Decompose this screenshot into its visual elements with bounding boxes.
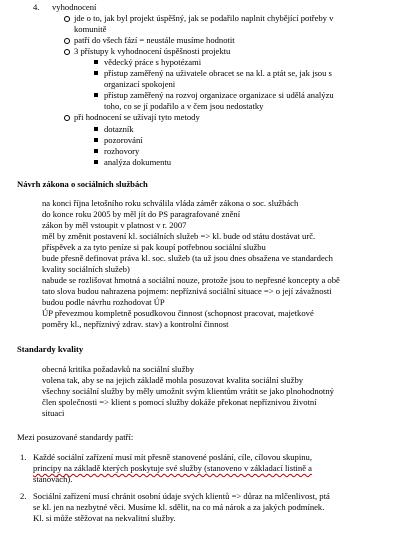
list-item: patří do všech fází = neustále musíme hodnotit (74, 35, 235, 45)
paragraph-line: tato slova budou nahrazena pojmem: nepříznivá sociální situace => o její závažnosti (42, 286, 332, 296)
paragraph-line: kvality sociálních služeb) (42, 264, 130, 274)
list-item: přístup zaměřený na uživatele obracet se na kl. a ptát se, jak jsou s (104, 68, 332, 78)
paragraph-line: do konce roku 2005 by měl jít do PS paragrafované znění (42, 209, 241, 219)
paragraph-line: příspěvek a za tyto peníze si pak koupí potřebnou sociální službu (42, 242, 266, 252)
paragraph-line: člen společnosti => klient s pomocí služby dokáže překonat nepříznivou životní (42, 397, 317, 407)
paragraph-line: situaci (42, 408, 65, 418)
circle-bullet-icon (64, 115, 70, 121)
square-bullet-icon (94, 93, 98, 97)
numbered-item-line: Každé sociální zařízení musí mít přesně stanovené poslání, cíle, cílovou skupinu, (33, 452, 312, 462)
paragraph-line: měl by změnit postavení kl. sociálních služeb => kl. bude od státu dostávat urč. (42, 231, 316, 241)
section-title: vyhodnocení (52, 2, 97, 12)
square-bullet-icon (94, 138, 98, 142)
square-bullet-icon (94, 160, 98, 164)
list-number: 4. (33, 2, 40, 12)
paragraph-line: na konci října letošního roku schválila vláda záměr zákona o soc. službách (42, 198, 299, 208)
section-heading: Návrh zákona o sociálních službách (17, 179, 148, 189)
list-item: při hodnocení se užívají tyto metody (74, 112, 200, 122)
list-item: rozhovory (104, 146, 140, 156)
square-bullet-icon (94, 60, 98, 64)
numbered-item-line: principy na základě kterých poskytuje své služby (stanoveno v základací listině a (33, 463, 312, 473)
list-item: přístup zaměřený na rozvoj organizace organizace si udělá analýzu (104, 90, 334, 100)
numbered-item-line: stanovách). (33, 474, 73, 484)
list-item: vědecký práce s hypotézami (104, 57, 202, 67)
circle-bullet-icon (64, 49, 70, 55)
list-number: 1. (20, 452, 27, 462)
numbered-item-line: Sociální zařízení musí chránit osobní údaje svých klientů => důraz na mlčenlivost, ptá (33, 491, 330, 501)
list-number: 2. (20, 491, 27, 501)
numbered-item-line: se kl. jen na nezbytné věci. Musíme kl. sdělit, na co má nárok a za jakých podmínek. (33, 502, 325, 512)
circle-bullet-icon (64, 38, 70, 44)
paragraph-line: ÚP převezmou kompletně posudkovou činnost (schopnost pracovat, majetkové (42, 308, 314, 318)
list-item: komunitě (74, 24, 107, 34)
paragraph-line: volena tak, aby se na jejich základě mohla posuzovat kvalita sociální služby (42, 375, 304, 385)
list-item: organizací spokojeni (104, 79, 176, 89)
paragraph-line: poměry kl., nepříznivý zdrav. stav) a kontrolní činnost (42, 319, 229, 329)
paragraph-line: zákon by měl vstoupit v platnost v r. 2007 (42, 220, 187, 230)
section-heading: Standardy kvality (17, 344, 84, 354)
paragraph-line: obecná kritika požadavků na sociální služby (42, 364, 195, 374)
standards-intro: Mezi posuzované standardy patří: (17, 432, 134, 442)
numbered-item-line: Kl. si může stěžovat na nekvalitní služby. (33, 513, 176, 523)
square-bullet-icon (94, 127, 98, 131)
list-item: dotazník (104, 124, 134, 134)
paragraph-line: nabude se rozlišovat hmotná a sociální nouze, protože jsou to nepřesné koncepty a obě (42, 275, 340, 285)
paragraph-line: všechny sociální služby by měly umožnit svým klientům vrátit se jako plnohodnotný (42, 386, 334, 396)
circle-bullet-icon (64, 16, 70, 22)
paragraph-line: budou podle návrhu rozhodovat ÚP (42, 297, 165, 307)
list-item: 3 přístupy k vyhodnocení úspěšnosti projektu (74, 46, 231, 56)
list-item: jde o to, jak byl projekt úspěšný, jak se podařilo naplnit chybějící potřeby v (74, 13, 334, 23)
list-item: toho, co se jí podařilo a v čem jsou nedostatky (104, 101, 264, 111)
list-item: analýza dokumentu (104, 157, 172, 167)
list-item: pozorování (104, 135, 143, 145)
square-bullet-icon (94, 71, 98, 75)
paragraph-line: bude přesně definovat práva kl. soc. služeb (ta už jsou dnes obsažena ve standardech (42, 253, 333, 263)
square-bullet-icon (94, 149, 98, 153)
